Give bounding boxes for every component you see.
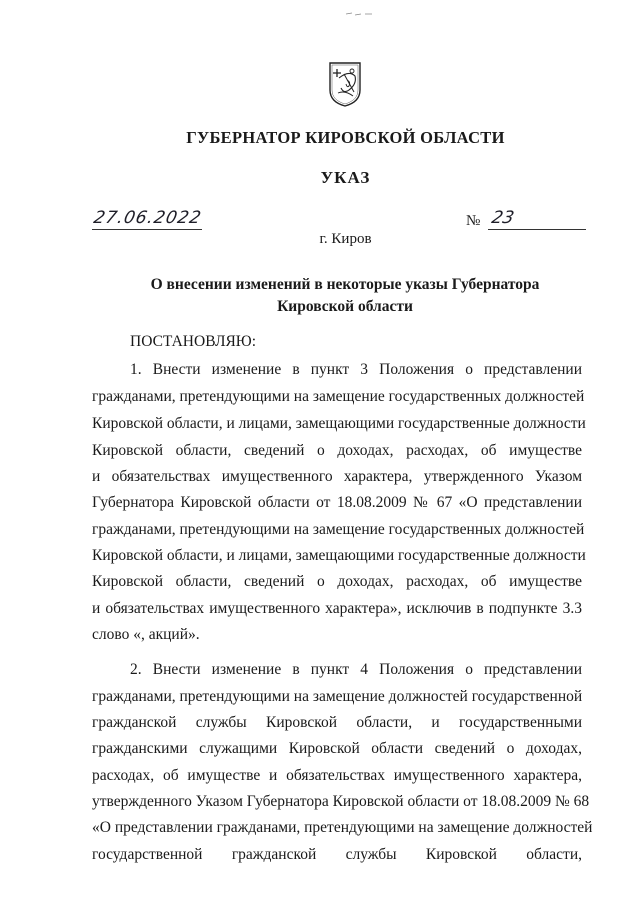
number-label: № xyxy=(466,213,481,229)
paragraph-line: государственной гражданской службы Кировской области, xyxy=(92,846,582,863)
paragraph-line: Кировской области, сведений о доходах, расходах, об имуществе xyxy=(92,442,582,459)
paragraph-line: Губернатора Кировской области от 18.08.2009 № 67 «О представлении xyxy=(92,494,582,511)
paragraph-line: 1. Внести изменение в пункт 3 Положения о представлении xyxy=(130,361,582,378)
number-underline xyxy=(488,229,586,230)
paragraph-line: 2. Внести изменение в пункт 4 Положения о представлении xyxy=(130,661,582,678)
paragraph-line: «О представлении гражданами, претендующими на замещение должностей xyxy=(92,819,593,836)
paragraph-line: гражданами, претендующими на замещение государственных должностей xyxy=(92,388,585,405)
date-underline xyxy=(92,229,202,230)
paragraph-line: гражданами, претендующими на замещение должностей государственной xyxy=(92,688,583,705)
issuer-title: ГУБЕРНАТОР КИРОВСКОЙ ОБЛАСТИ xyxy=(186,128,505,147)
paragraph-line: гражданами, претендующими на замещение государственных должностей xyxy=(92,521,585,538)
paragraph-line: слово «, акций». xyxy=(92,626,200,643)
paragraph-line: Кировской области, сведений о доходах, расходах, об имуществе xyxy=(92,573,582,590)
decree-title: УКАЗ xyxy=(320,168,371,187)
paragraph-line: и обязательствах имущественного характера, утвержденного Указом xyxy=(92,468,582,485)
subject-line: Кировской области xyxy=(277,298,413,315)
preamble: ПОСТАНОВЛЯЮ: xyxy=(130,333,257,350)
paragraph-line: гражданской службы Кировской области, и государственными xyxy=(92,714,582,731)
paragraph-line: гражданскими служащими Кировской области сведений о доходах, xyxy=(92,740,582,757)
paragraph-line: расходах, об имуществе и обязательствах имущественного характера, xyxy=(92,767,582,784)
paragraph-line: Кировской области, и лицами, замещающими государственные должности xyxy=(92,547,586,564)
paragraph-line: утвержденного Указом Губернатора Кировской области от 18.08.2009 № 68 xyxy=(92,793,590,810)
city: г. Киров xyxy=(319,231,372,247)
decree-date: 27.06.2022 xyxy=(91,208,204,228)
paragraph-line: Кировской области, и лицами, замещающими государственные должности xyxy=(92,415,586,432)
scan-mark-icon xyxy=(344,12,374,16)
paragraph-line: и обязательствах имущественного характера», исключив в подпункте 3.3 xyxy=(92,600,582,617)
coat-of-arms-icon xyxy=(327,60,363,108)
subject-line: О внесении изменений в некоторые указы Губернатора xyxy=(150,276,540,293)
decree-subject xyxy=(100,274,590,318)
decree-number: 23 xyxy=(489,208,516,228)
